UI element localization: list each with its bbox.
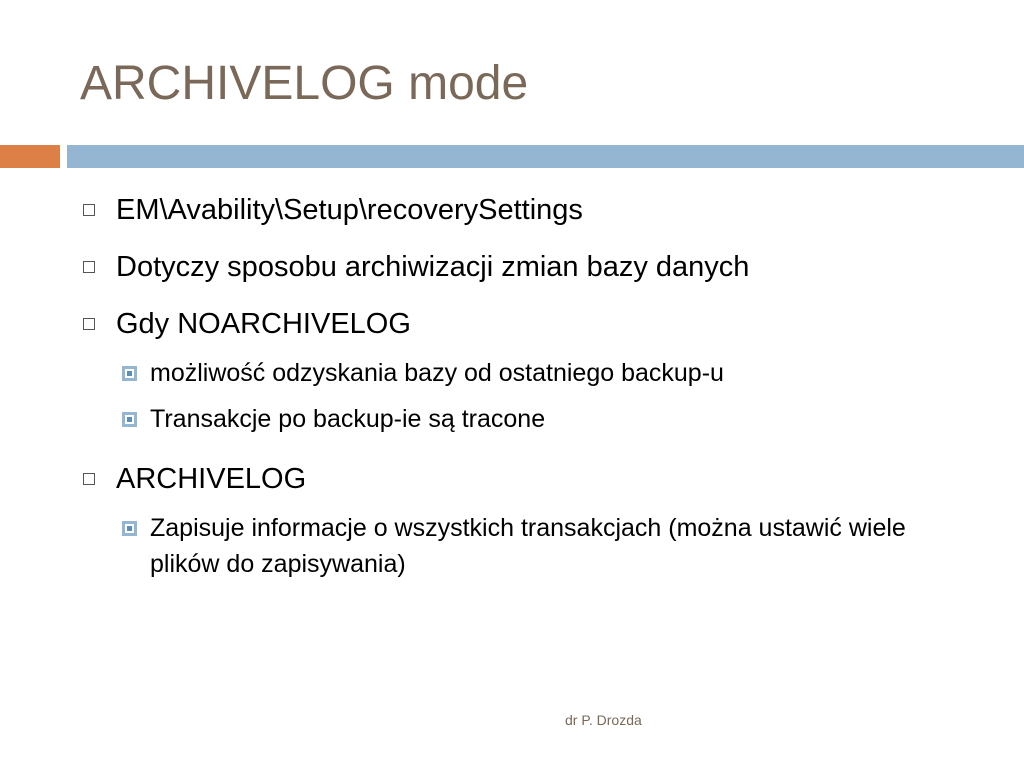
title-accent-bar xyxy=(0,145,60,168)
bullet-item-archivelog xyxy=(82,459,982,499)
filled-square-bullet-icon xyxy=(122,521,137,536)
sub-bullet-item-lost-transactions xyxy=(122,401,982,437)
bullet-text: EM\Avability\Setup\recoverySettings xyxy=(116,194,583,226)
open-square-bullet-icon xyxy=(83,204,95,216)
footer-author: dr P. Drozda xyxy=(565,712,642,728)
sub-bullet-text: możliwość odzyskania bazy od ostatniego backup-u xyxy=(150,359,724,387)
bullet-text: ARCHIVELOG xyxy=(116,463,307,495)
sub-bullet-item-recovery xyxy=(122,355,982,391)
sub-bullet-item-saves-transactions xyxy=(122,510,982,582)
bullet-item-noarchivelog xyxy=(82,304,982,344)
bullet-item-archiving xyxy=(82,247,982,287)
bullet-text: Gdy NOARCHIVELOG xyxy=(116,308,411,340)
open-square-bullet-icon xyxy=(83,473,95,485)
filled-square-bullet-icon xyxy=(122,412,137,427)
bullet-list xyxy=(82,190,982,598)
bullet-item-em-path xyxy=(82,190,982,230)
filled-square-bullet-icon xyxy=(122,366,137,381)
sub-bullet-text: Transakcje po backup-ie są tracone xyxy=(150,405,546,433)
title-divider-bar xyxy=(67,145,1024,168)
bullet-text: Dotyczy sposobu archiwizacji zmian bazy danych xyxy=(116,251,750,283)
sub-bullet-text: Zapisuje informacje o wszystkich transakcjach (można ustawić wiele plików do zapisywania) xyxy=(150,514,906,578)
slide-title: ARCHIVELOG mode xyxy=(80,57,529,110)
open-square-bullet-icon xyxy=(83,318,95,330)
open-square-bullet-icon xyxy=(83,261,95,273)
